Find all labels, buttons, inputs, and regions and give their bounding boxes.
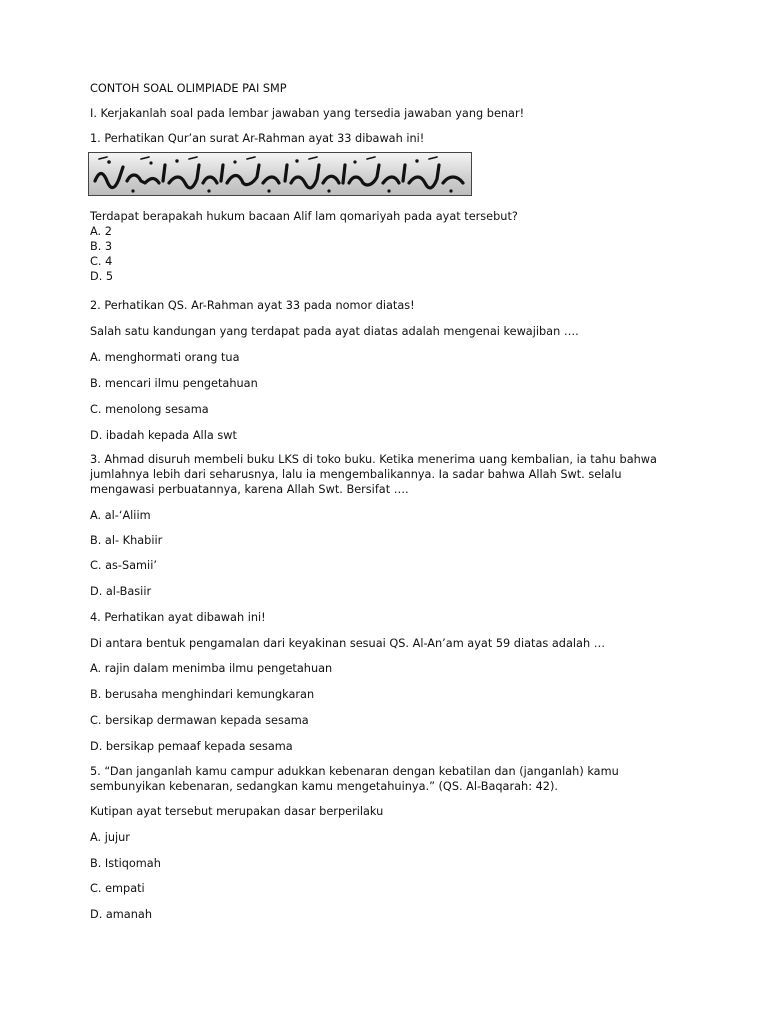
q1-prompt: 1. Perhatikan Qur’an surat Ar-Rahman ayat 33 dibawah ini! (90, 132, 425, 145)
q1-question: Terdapat berapakah hukum bacaan Alif lam qomariyah pada ayat tersebut? (90, 210, 518, 223)
arabic-verse-image (88, 152, 472, 196)
q2-prompt: 2. Perhatikan QS. Ar-Rahman ayat 33 pada nomor diatas! (90, 299, 415, 312)
q4-option-a: A. rajin dalam menimba ilmu pengetahuan (90, 662, 333, 675)
q3-text-line-1: 3. Ahmad disuruh membeli buku LKS di toko buku. Ketika menerima uang kembalian, ia tahu bahwa (90, 453, 657, 466)
q5-option-a: A. jujur (90, 831, 130, 844)
q4-prompt: 4. Perhatikan ayat dibawah ini! (90, 611, 266, 624)
q1-option-b: B. 3 (90, 240, 113, 253)
q1-option-d: D. 5 (90, 270, 114, 283)
q4-option-c: C. bersikap dermawan kepada sesama (90, 714, 309, 727)
q3-text-line-3: mengawasi perbuatannya, karena Allah Swt. Bersifat …. (90, 483, 409, 496)
q3-option-a: A. al-‘Aliim (90, 509, 151, 522)
q5-option-b: B. Istiqomah (90, 857, 161, 870)
q4-option-b: B. berusaha menghindari kemungkaran (90, 688, 315, 701)
q2-option-a: A. menghormati orang tua (90, 351, 240, 364)
q2-question: Salah satu kandungan yang terdapat pada ayat diatas adalah mengenai kewajiban …. (90, 325, 579, 338)
q5-text-line-1: 5. “Dan janganlah kamu campur adukkan kebenaran dengan kebatilan dan (janganlah) kamu (90, 765, 619, 778)
q3-option-b: B. al- Khabiir (90, 534, 163, 547)
q1-option-a: A. 2 (90, 225, 112, 238)
q5-option-c: C. empati (90, 882, 145, 895)
q5-question: Kutipan ayat tersebut merupakan dasar berperilaku (90, 805, 384, 818)
q2-option-d: D. ibadah kepada Alla swt (90, 429, 237, 442)
q3-text-line-2: jumlahnya lebih dari seharusnya, lalu ia mengembalikannya. Ia sadar bahwa Allah Swt. selalu (90, 468, 622, 481)
q5-option-d: D. amanah (90, 908, 152, 921)
instruction-text: I. Kerjakanlah soal pada lembar jawaban yang tersedia jawaban yang benar! (90, 107, 525, 120)
q5-text-line-2: sembunyikan kebenaran, sedangkan kamu mengetahuinya.” (QS. Al-Baqarah: 42). (90, 780, 558, 793)
q3-option-c: C. as-Samii’ (90, 559, 157, 572)
q4-question: Di antara bentuk pengamalan dari keyakinan sesuai QS. Al-An’am ayat 59 diatas adalah … (90, 637, 605, 650)
q4-option-d: D. bersikap pemaaf kepada sesama (90, 740, 293, 753)
q1-option-c: C. 4 (90, 255, 113, 268)
q2-option-c: C. menolong sesama (90, 403, 209, 416)
q2-option-b: B. mencari ilmu pengetahuan (90, 377, 258, 390)
document-title: CONTOH SOAL OLIMPIADE PAI SMP (90, 82, 287, 95)
q3-option-d: D. al-Basiir (90, 585, 152, 598)
